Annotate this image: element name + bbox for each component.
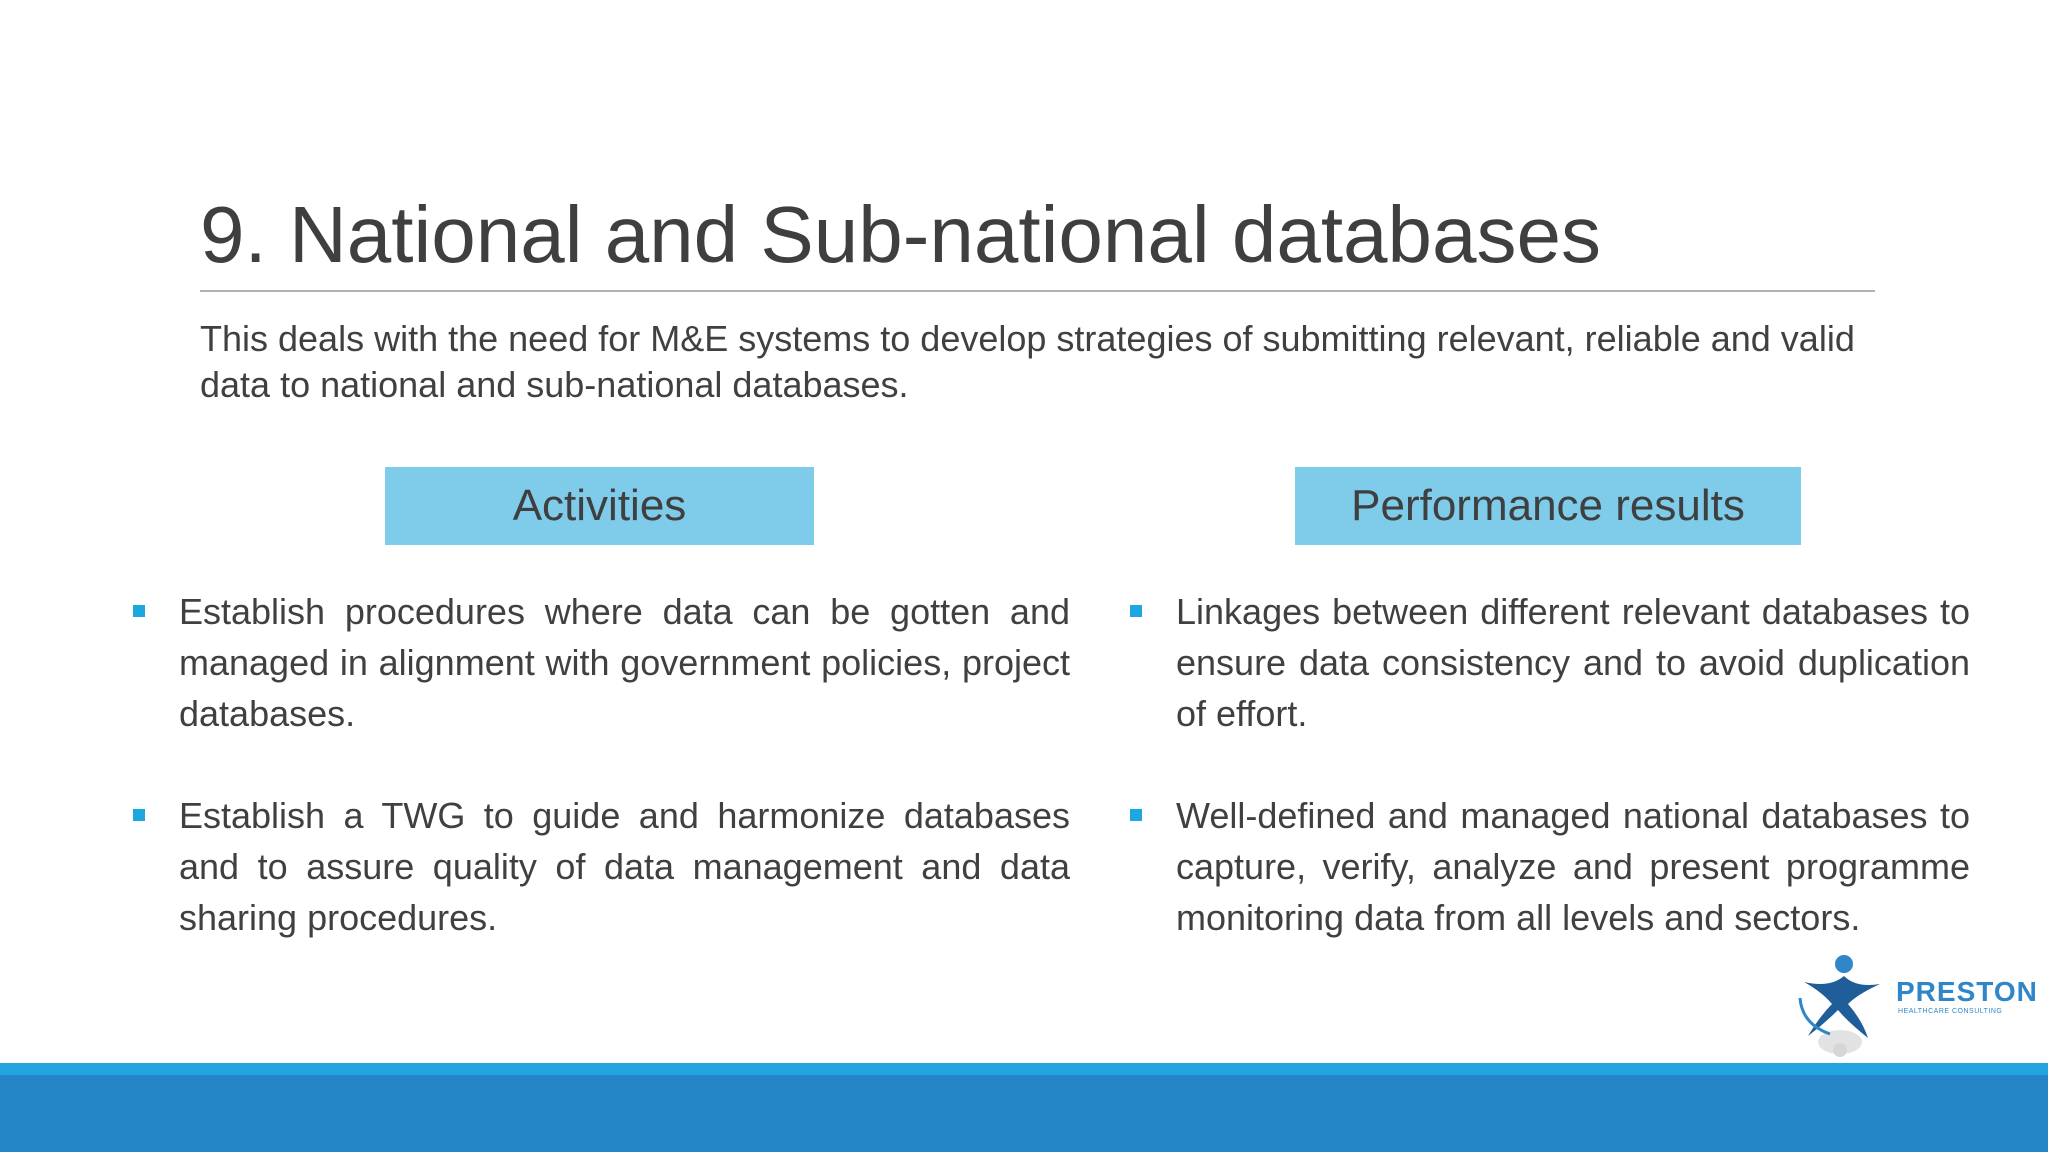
list-item [1130,790,1970,943]
list-item [133,790,1070,943]
square-bullet-icon [133,605,145,617]
logo-tagline: HEALTHCARE CONSULTING [1898,1008,2003,1015]
square-bullet-icon [1130,605,1142,617]
performance-results-header [1295,467,1801,545]
list-item [1130,586,1970,739]
list-item-text: Establish a TWG to guide and harmonize databases and to assure quality of data management and data sharing procedures. [179,795,1070,938]
intro-text: This deals with the need for M&E systems to develop strategies of submitting relevant, reliable and valid data to national and sub-national databases. [200,318,1855,405]
footer-accent-stripe [0,1063,2048,1075]
preston-logo [1790,948,2038,1060]
activities-header-label: Activities [512,481,687,530]
square-bullet-icon [1130,809,1142,821]
list-item [133,586,1070,739]
title-divider [200,290,1875,292]
list-item-text: Linkages between different relevant databases to ensure data consistency and to avoid duplication of effort. [1176,591,1970,734]
activities-header [385,467,814,545]
footer-bar [0,1075,2048,1152]
performance-results-list [1130,586,1970,994]
list-item-text: Establish procedures where data can be gotten and managed in alignment with government policies, project databases. [179,591,1070,734]
activities-list [133,586,1070,994]
performance-results-header-label: Performance results [1351,481,1745,530]
slide-title: 9. National and Sub-national databases [200,190,1602,279]
preston-figure-icon [1790,948,1890,1060]
square-bullet-icon [133,809,145,821]
list-item-text: Well-defined and managed national databases to capture, verify, analyze and present programme monitoring data from all levels and sectors. [1176,795,1970,938]
logo-wordmark: PRESTON [1896,976,2038,1007]
